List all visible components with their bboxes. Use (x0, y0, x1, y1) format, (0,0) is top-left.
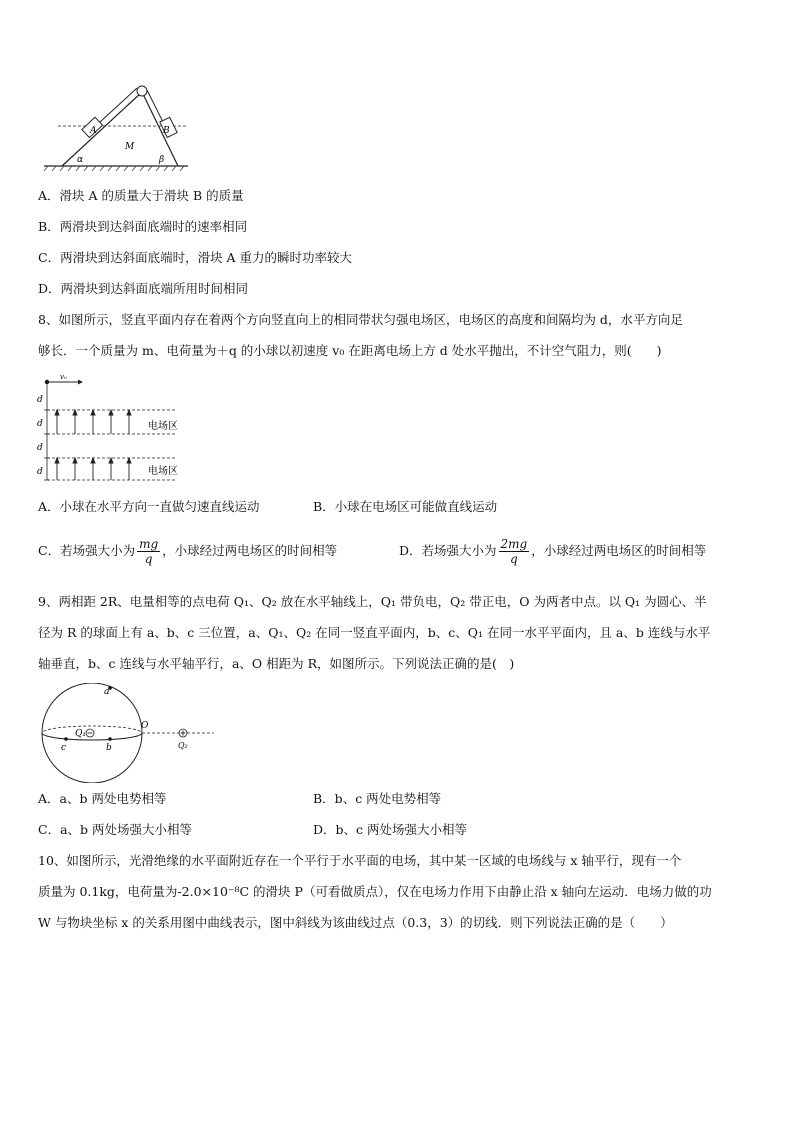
q9-stem-line3: 轴垂直，b、c 连线与水平轴平行，a、O 相距为 R，如图所示。下列说法正确的是( ) (38, 656, 515, 671)
label-d-3: d (37, 443, 43, 453)
label-field-region-1: 电场区 (148, 421, 178, 432)
label-point-o: O (141, 721, 149, 731)
label-d-1: d (37, 395, 43, 405)
label-q1: Q₁ (75, 729, 86, 739)
label-beta: β (159, 155, 165, 165)
q8-option-c-denominator: q (144, 552, 153, 566)
label-block-b: B (163, 126, 170, 136)
q7-option-b: B．两滑块到达斜面底端时的速率相同 (38, 219, 248, 234)
q7-option-d: D．两滑块到达斜面底端所用时间相同 (38, 281, 249, 296)
q8-stem-line1: 8、如图所示，竖直平面内存在着两个方向竖直向上的相同带状匀强电场区，电场区的高度和间隔均为 d，水平方向足 (38, 312, 683, 327)
q9-option-a: A．a、b 两处电势相等 (38, 791, 167, 806)
q8-option-d (399, 537, 706, 566)
q9-option-c: C．a、b 两处场强大小相等 (38, 822, 192, 837)
q8-option-d-suffix: ，小球经过两电场区的时间相等 (531, 543, 707, 558)
q9-option-d: D．b、c 两处场强大小相等 (313, 822, 467, 837)
label-block-a: A (90, 126, 97, 136)
q9-option-b: B．b、c 两处电势相等 (313, 791, 442, 806)
q8-option-c-fraction (137, 537, 160, 566)
q8-stem-line2: 够长．一个质量为 m、电荷量为＋q 的小球以初速度 v₀ 在距离电场上方 d 处水平抛出，不计空气阻力，则( ) (38, 343, 662, 358)
q8-option-a: A．小球在水平方向一直做匀速直线运动 (38, 499, 260, 514)
q9-stem-line1: 9、两相距 2R、电量相等的点电荷 Q₁、Q₂ 放在水平轴线上，Q₁ 带负电，Q₂ 带正电，O 为两者中点。以 Q₁ 为圆心、半 (38, 594, 707, 609)
q10-stem-line3: W 与物块坐标 x 的关系用图中曲线表示，图中斜线为该曲线过点（0.3，3）的切线．则下列说法正确的是（ ） (38, 915, 673, 930)
q10-stem-line1: 10、如图所示，光滑绝缘的水平面附近存在一个平行于水平面的电场，其中某一区域的电场线与 x 轴平行，现有一个 (38, 853, 682, 868)
label-d-2: d (37, 419, 43, 429)
q7-option-a: A．滑块 A 的质量大于滑块 B 的质量 (38, 188, 244, 203)
q8-option-d-denominator: q (510, 552, 518, 566)
label-field-region-2: 电场区 (148, 466, 178, 477)
label-d-4: d (37, 467, 43, 477)
q10-stem-line2: 质量为 0.1kg，电荷量为-2.0×10⁻⁸C 的滑块 P（可看做质点），仅在电场力作用下由静止沿 x 轴向左运动．电场力做的功 (38, 884, 712, 899)
q8-option-d-prefix: D．若场强大小为 (399, 543, 497, 558)
q8-option-c-numerator: mg (139, 537, 159, 551)
label-alpha: α (77, 155, 84, 165)
label-v0: v₀ (60, 373, 67, 381)
q8-option-c-suffix: ，小球经过两电场区的时间相等 (162, 543, 338, 558)
q8-option-d-numerator: 2mg (500, 537, 528, 551)
q8-option-d-fraction (499, 537, 530, 566)
incline-figure (40, 82, 190, 174)
field-region-figure (36, 372, 186, 484)
sphere-figure (38, 683, 218, 783)
q9-stem-line2: 径为 R 的球面上有 a、b、c 三位置，a、Q₁、Q₂ 在同一竖直平面内，b、c、Q₁ 在同一水平平面内，且 a、b 连线与水平 (38, 625, 711, 640)
label-point-b: b (106, 743, 112, 753)
label-mass-m: M (125, 142, 135, 152)
q8-option-b: B．小球在电场区可能做直线运动 (313, 499, 498, 514)
label-q2: Q₂ (178, 741, 188, 750)
label-point-a: a (104, 687, 110, 697)
label-point-c: c (61, 743, 67, 753)
q8-option-c-prefix: C．若场强大小为 (38, 543, 136, 558)
q8-option-c (38, 537, 337, 566)
q7-option-c: C．两滑块到达斜面底端时，滑块 A 重力的瞬时功率较大 (38, 250, 353, 265)
